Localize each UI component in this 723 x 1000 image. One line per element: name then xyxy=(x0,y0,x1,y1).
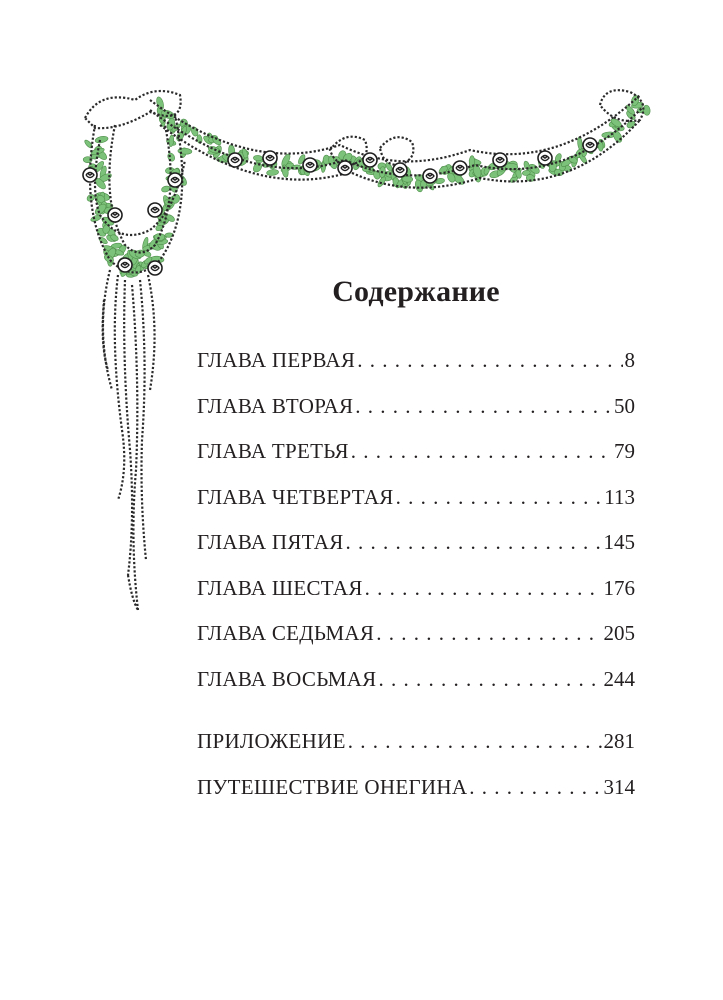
chain-strand xyxy=(124,280,132,575)
toc-entry-page: 113 xyxy=(604,484,635,509)
toc-entry[interactable] xyxy=(197,566,635,612)
rose xyxy=(148,203,162,217)
toc-entry[interactable] xyxy=(197,338,635,384)
rose xyxy=(108,208,122,222)
toc-leader-dots xyxy=(469,775,601,800)
toc-entry-page: 281 xyxy=(603,729,635,754)
toc-leader-dots xyxy=(351,439,612,464)
toc-entry-page: 205 xyxy=(603,621,635,646)
toc-entry[interactable] xyxy=(197,429,635,475)
toc-entry-page: 145 xyxy=(603,530,635,555)
leaf xyxy=(166,152,176,163)
rose xyxy=(363,153,377,167)
toc-leader-dots xyxy=(346,530,602,555)
rose xyxy=(423,169,437,183)
table-of-contents xyxy=(197,338,635,810)
toc-appendix-entry[interactable] xyxy=(197,765,635,811)
toc-entry-label: ГЛАВА ВТОРАЯ xyxy=(197,393,354,418)
chain-strand xyxy=(85,91,181,128)
toc-entry-label: ГЛАВА ПЯТАЯ xyxy=(197,530,344,555)
leaf xyxy=(253,155,263,161)
toc-entry-label: ГЛАВА ШЕСТАЯ xyxy=(197,575,363,600)
toc-entry-page: 79 xyxy=(614,439,635,464)
toc-leader-dots xyxy=(376,621,601,646)
toc-entry-page: 50 xyxy=(614,393,635,418)
leaf xyxy=(95,135,109,144)
leaf xyxy=(643,105,651,116)
rose xyxy=(118,258,132,272)
toc-entry-page: 244 xyxy=(603,666,635,691)
toc-entry-label: ПУТЕШЕСТВИЕ ОНЕГИНА xyxy=(197,774,468,799)
chain-strand xyxy=(103,300,108,370)
rose xyxy=(393,163,407,177)
leaf xyxy=(266,169,279,176)
toc-appendix-entry[interactable] xyxy=(197,719,635,765)
rose xyxy=(493,153,507,167)
toc-leader-dots xyxy=(355,394,612,419)
rose xyxy=(263,151,277,165)
toc-entry-label: ГЛАВА ЧЕТВЕРТАЯ xyxy=(197,484,394,509)
toc-entry[interactable] xyxy=(197,520,635,566)
toc-leader-dots xyxy=(348,729,602,754)
toc-leader-dots xyxy=(365,576,602,601)
toc-entry-label: ПРИЛОЖЕНИЕ xyxy=(197,729,346,754)
rose xyxy=(168,173,182,187)
toc-leader-dots xyxy=(378,667,601,692)
chain-strand xyxy=(140,280,146,560)
rose xyxy=(583,138,597,152)
leaf xyxy=(577,137,582,150)
toc-entry[interactable] xyxy=(197,384,635,430)
toc-entry-page: 176 xyxy=(603,575,635,600)
toc-entry[interactable] xyxy=(197,611,635,657)
chain-strand xyxy=(150,95,640,161)
toc-entry-label: ГЛАВА ТРЕТЬЯ xyxy=(197,439,349,464)
chain-strand xyxy=(132,285,138,610)
rose xyxy=(148,261,162,275)
toc-leader-dots xyxy=(396,485,603,510)
toc-entry-label: ГЛАВА ВОСЬМАЯ xyxy=(197,666,377,691)
toc-entry-page: 8 xyxy=(624,348,635,373)
toc-entry[interactable] xyxy=(197,475,635,521)
toc-entry-label: ГЛАВА СЕДЬМАЯ xyxy=(197,621,375,646)
rose xyxy=(538,151,552,165)
chain-strand xyxy=(115,275,124,500)
chain-strand xyxy=(380,137,413,165)
rose xyxy=(228,153,242,167)
rose xyxy=(338,161,352,175)
rose xyxy=(303,158,317,172)
chain-strand xyxy=(148,275,155,390)
leaf xyxy=(598,140,604,151)
toc-entry[interactable] xyxy=(197,657,635,703)
toc-entry-label: ГЛАВА ПЕРВАЯ xyxy=(197,348,356,373)
toc-entry-page: 314 xyxy=(603,774,635,799)
page-title: Содержание xyxy=(332,275,500,308)
toc-leader-dots xyxy=(357,348,622,373)
chain-strand xyxy=(103,270,112,390)
rose xyxy=(83,168,97,182)
rose xyxy=(453,161,467,175)
leaf xyxy=(161,185,171,193)
